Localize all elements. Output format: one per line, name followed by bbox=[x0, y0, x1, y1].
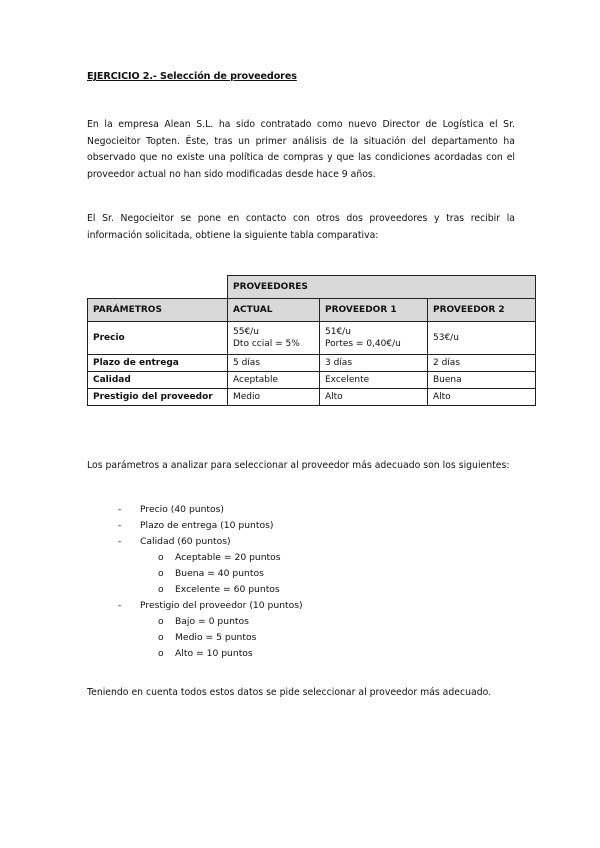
header-cell-actual: ACTUAL bbox=[228, 299, 320, 322]
sub-list-item-text: Aceptable = 20 puntos bbox=[175, 552, 281, 563]
circle-bullet: o bbox=[158, 632, 164, 643]
header-cell-proveedor-1: PROVEEDOR 1 bbox=[320, 299, 428, 322]
value-cell: 2 días bbox=[428, 355, 536, 372]
value-line: 55€/u bbox=[233, 327, 259, 337]
intro-paragraph: En la empresa Alean S.L. ha sido contratado como nuevo Director de Logística el Sr. Negocieitor Topten. Éste, tras un primer análisis de la situación del departamento ha observado que no existe una política de compras y que las condiciones acordadas con el proveedor actual no han sido modificadas desde hace 9 años. bbox=[87, 119, 515, 180]
header-cell-proveedor-2: PROVEEDOR 2 bbox=[428, 299, 536, 322]
sub-list-item-text: Bajo = 0 puntos bbox=[175, 616, 249, 627]
list-item-text: Plazo de entrega (10 puntos) bbox=[140, 520, 274, 531]
context-paragraph: El Sr. Negocieitor se pone en contacto con otros dos proveedores y tras recibir la información solicitada, obtiene la siguiente tabla comparativa: bbox=[87, 213, 515, 241]
param-cell: Prestigio del proveedor bbox=[88, 389, 228, 406]
table-blank-cell bbox=[88, 276, 228, 299]
circle-bullet: o bbox=[158, 568, 164, 579]
value-cell bbox=[228, 322, 320, 355]
dash-bullet: - bbox=[118, 520, 122, 531]
dash-bullet: - bbox=[118, 600, 122, 611]
value-cell: Alto bbox=[320, 389, 428, 406]
value-line: 51€/u bbox=[325, 327, 351, 337]
task-statement: Teniendo en cuenta todos estos datos se pide seleccionar al proveedor más adecuado. bbox=[87, 687, 492, 698]
value-cell: Medio bbox=[228, 389, 320, 406]
value-cell: Aceptable bbox=[228, 372, 320, 389]
table-row bbox=[88, 389, 536, 406]
sub-list-item-text: Excelente = 60 puntos bbox=[175, 584, 280, 595]
group-header-cell: PROVEEDORES bbox=[228, 276, 536, 299]
dash-bullet: - bbox=[118, 504, 122, 515]
value-line: Portes = 0,40€/u bbox=[325, 339, 401, 349]
sub-list-item-text: Alto = 10 puntos bbox=[175, 648, 253, 659]
circle-bullet: o bbox=[158, 552, 164, 563]
table-row bbox=[88, 372, 536, 389]
list-item-text: Prestigio del proveedor (10 puntos) bbox=[140, 600, 303, 611]
value-cell: Buena bbox=[428, 372, 536, 389]
dash-bullet: - bbox=[118, 536, 122, 547]
value-cell bbox=[320, 322, 428, 355]
table-row bbox=[88, 322, 536, 355]
circle-bullet: o bbox=[158, 648, 164, 659]
value-cell: Alto bbox=[428, 389, 536, 406]
header-cell-parametros: PARÁMETROS bbox=[88, 299, 228, 322]
circle-bullet: o bbox=[158, 616, 164, 627]
sub-list-item-text: Buena = 40 puntos bbox=[175, 568, 264, 579]
comparison-table bbox=[87, 275, 536, 406]
table-group-header-row bbox=[88, 276, 536, 299]
param-cell: Calidad bbox=[88, 372, 228, 389]
value-line: Dto ccial = 5% bbox=[233, 339, 300, 349]
circle-bullet: o bbox=[158, 584, 164, 595]
list-item-text: Calidad (60 puntos) bbox=[140, 536, 231, 547]
exercise-title: EJERCICIO 2.- Selección de proveedores bbox=[87, 71, 297, 82]
param-cell: Plazo de entrega bbox=[88, 355, 228, 372]
param-cell: Precio bbox=[88, 322, 228, 355]
value-cell: 3 días bbox=[320, 355, 428, 372]
value-cell: 53€/u bbox=[428, 322, 536, 355]
table-row bbox=[88, 355, 536, 372]
value-cell: 5 días bbox=[228, 355, 320, 372]
list-item-text: Precio (40 puntos) bbox=[140, 504, 225, 515]
value-cell: Excelente bbox=[320, 372, 428, 389]
table-header-row bbox=[88, 299, 536, 322]
sub-list-item-text: Medio = 5 puntos bbox=[175, 632, 257, 643]
parameters-intro: Los parámetros a analizar para seleccionar al proveedor más adecuado son los siguientes: bbox=[87, 460, 510, 471]
